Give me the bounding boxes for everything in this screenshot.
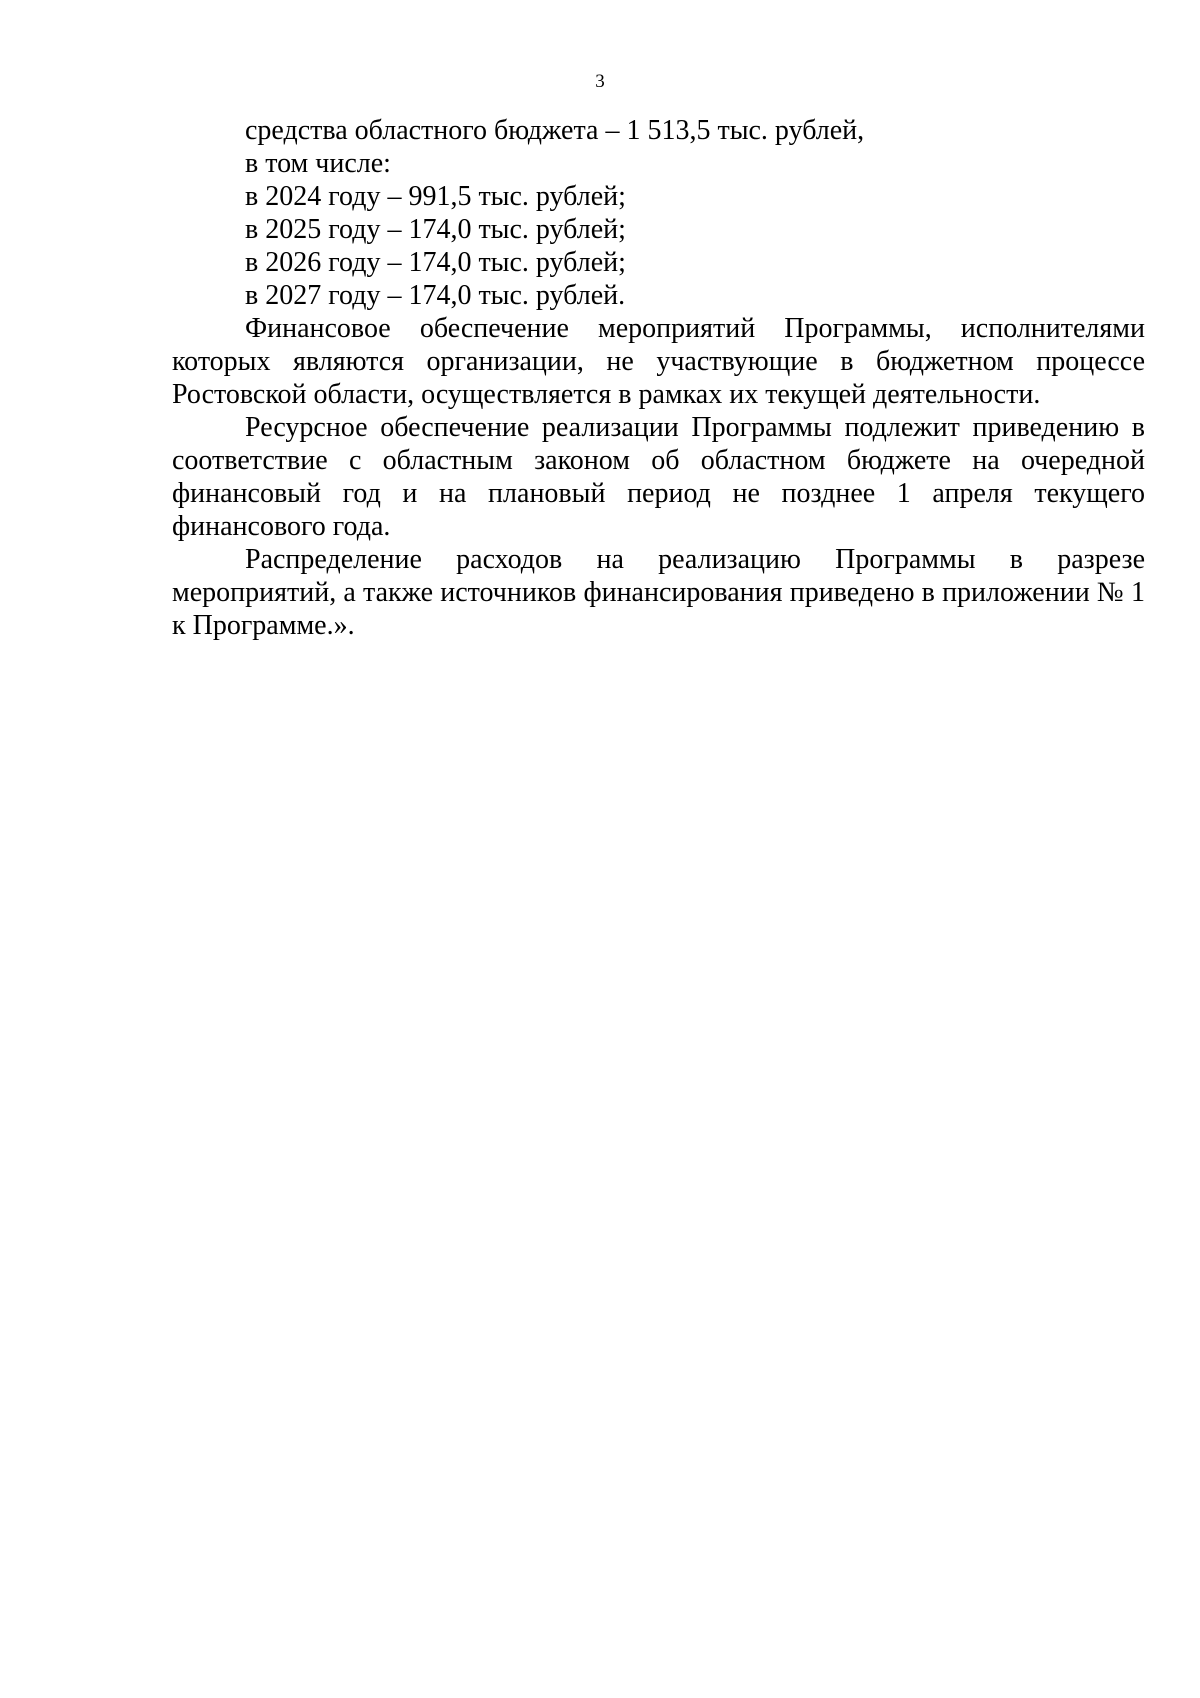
budget-line-2026: в 2026 году – 174,0 тыс. рублей; bbox=[245, 247, 626, 278]
budget-line-total: средства областного бюджета – 1 513,5 тыс. рублей, bbox=[245, 115, 865, 146]
document-body bbox=[172, 114, 1145, 642]
budget-line-2024: в 2024 году – 991,5 тыс. рублей; bbox=[245, 181, 626, 212]
budget-line-2027: в 2027 году – 174,0 тыс. рублей. bbox=[245, 280, 626, 311]
paragraph-expense-distribution: Распределение расходов на реализацию Программы в разрезе мероприятий, а также источников финансирования приведено в приложении № 1 к Программе.». bbox=[172, 544, 1145, 641]
budget-line-including: в том числе: bbox=[245, 148, 391, 179]
paragraph-resource-support: Ресурсное обеспечение реализации Программы подлежит приведению в соответствие с областным законом об областном бюджете на очередной финансовый год и на плановый период не позднее 1 апреля текущего финансового года. bbox=[172, 412, 1145, 542]
budget-line-2025: в 2025 году – 174,0 тыс. рублей; bbox=[245, 214, 626, 245]
paragraph-financial-support: Финансовое обеспечение мероприятий Программы, исполнителями которых являются организации, не участвующие в бюджетном процессе Ростовской области, осуществляется в рамках их текущей деятельности. bbox=[172, 313, 1145, 410]
page-number: 3 bbox=[595, 71, 605, 92]
